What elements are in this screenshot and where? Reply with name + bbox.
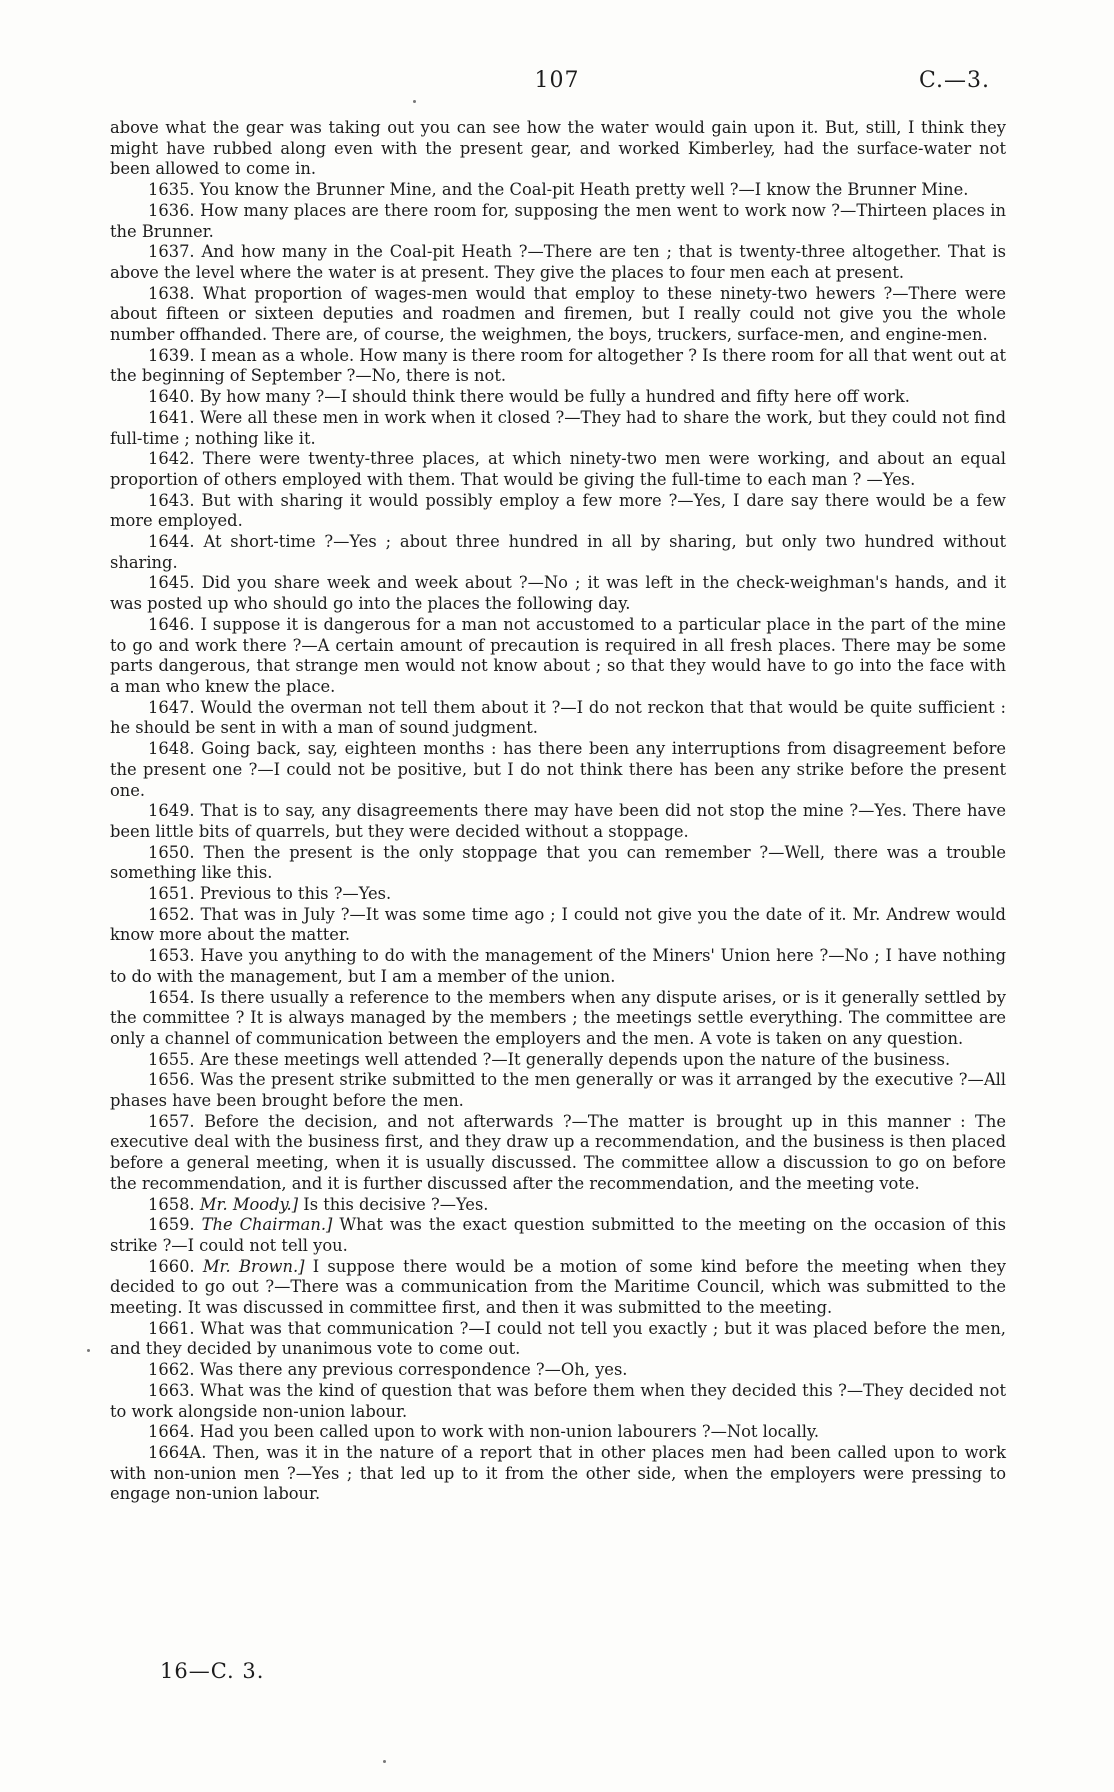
- question-number: 1638.: [148, 283, 195, 303]
- question-number: 1641.: [148, 407, 195, 427]
- question-number: 1661.: [148, 1318, 195, 1338]
- question-entry: [110, 905, 1006, 946]
- question-number: 1642.: [148, 449, 195, 469]
- question-entry: [110, 449, 1006, 490]
- question-entry: [110, 1050, 1006, 1071]
- question-text: You know the Brunner Mine, and the Coal-pit Heath pretty well ?—I know the Brunner Mine.: [199, 180, 969, 200]
- question-text: At short-time ?—Yes ; about three hundred in all by sharing, but only two hundred without sharing.: [110, 532, 1006, 572]
- question-number: 1659.: [148, 1215, 195, 1235]
- question-text: Then the present is the only stoppage that you can remember ?—Well, there was a trouble something like this.: [110, 842, 1006, 883]
- question-entry: [110, 615, 1006, 698]
- question-entry: [110, 1215, 1006, 1256]
- question-number: 1649.: [148, 801, 195, 821]
- continued-paragraph: above what the gear was taking out you can see how the water would gain upon it. But, still, I think they might have rubbed along even with the present gear, and worked Kimberley, had the surface-water not been allowed to come in.: [110, 118, 1006, 179]
- question-list: [110, 180, 1006, 1505]
- question-entry: [110, 884, 1006, 905]
- question-number: 1655.: [148, 1049, 195, 1069]
- question-entry: [110, 1360, 1006, 1381]
- question-text: Was the present strike submitted to the men generally or was it arranged by the executive ?—All phases have been brought before the men.: [110, 1070, 1006, 1111]
- printer-signature: 16—C. 3.: [160, 1659, 265, 1683]
- question-number: 1647.: [148, 697, 195, 717]
- question-text: What was that communication ?—I could not tell you exactly ; but it was placed before the men, and they decided by unanimous vote to come out.: [110, 1318, 1006, 1359]
- question-number: 1644.: [148, 532, 195, 552]
- question-text: Had you been called upon to work with non-union labourers ?—Not locally.: [199, 1422, 820, 1442]
- question-entry: [110, 1443, 1006, 1505]
- question-entry: [110, 1070, 1006, 1111]
- question-text: Have you anything to do with the management of the Miners' Union here ?—No ; I have nothing to do with the management, but I am a member of the union.: [110, 946, 1006, 986]
- speaker-name: The Chairman.]: [201, 1215, 333, 1235]
- question-text: Before the decision, and not afterwards ?—The matter is brought up in this manner : The executive deal with the business first, and they draw up a recommendation, and the business is then placed before a general meeting, when it is usually discussed. The committee allow a discussion to go on before the recommendation, and it is further discussed after the recommendation, and the meeting vote.: [110, 1111, 1006, 1193]
- question-number: 1660.: [148, 1256, 195, 1276]
- question-entry: [110, 1112, 1006, 1195]
- question-entry: [110, 739, 1006, 801]
- question-text: How many places are there room for, supposing the men went to work now ?—Thirteen places in the Brunner.: [110, 200, 1006, 241]
- question-text: I suppose there would be a motion of some kind before the meeting when they decided to go out ?—There was a communication from the Maritime Council, which was submitted to the meeting. It was discussed in committee first, and then it was submitted to the meeting.: [110, 1256, 1006, 1318]
- question-entry: [110, 242, 1006, 283]
- question-text: And how many in the Coal-pit Heath ?—There are ten ; that is twenty-three altogether. That is above the level where the water is at present. They give the places to four men each at present.: [110, 242, 1006, 282]
- question-number: 1662.: [148, 1360, 195, 1380]
- question-number: 1664A.: [148, 1443, 207, 1462]
- question-entry: [110, 532, 1006, 573]
- speaker-name: Mr. Moody.]: [199, 1194, 299, 1214]
- question-entry: [110, 1422, 1006, 1443]
- question-entry: [110, 1257, 1006, 1319]
- question-text: What proportion of wages-men would that employ to these ninety-two hewers ?—There were about fifteen or sixteen deputies and roadmen and firemen, but I really could not give you the whole number offhanded. There are, of course, the weighmen, the boys, truckers, surface-men, and engine-men.: [110, 283, 1006, 345]
- question-entry: [110, 1195, 1006, 1216]
- question-number: 1654.: [148, 987, 195, 1007]
- question-text: What was the kind of question that was before them when they decided this ?—They decided not to work alongside non-union labour.: [110, 1380, 1006, 1421]
- question-text: That is to say, any disagreements there may have been did not stop the mine ?—Yes. There have been little bits of quarrels, but they were decided without a stoppage.: [110, 801, 1006, 841]
- print-speck: [413, 100, 416, 103]
- question-number: 1648.: [148, 739, 195, 759]
- question-text: Previous to this ?—Yes.: [199, 884, 392, 904]
- question-entry: [110, 387, 1006, 408]
- question-text: There were twenty-three places, at which ninety-two men were working, and about an equal proportion of others employed with them. That would be giving the full-time to each man ? —Yes.: [110, 449, 1006, 489]
- question-number: 1645.: [148, 573, 195, 593]
- question-entry: [110, 988, 1006, 1050]
- question-entry: [110, 491, 1006, 532]
- question-entry: [110, 698, 1006, 739]
- question-text: I suppose it is dangerous for a man not accustomed to a particular place in the part of the mine to go and work there ?—A certain amount of precaution is required in all fresh places. There may be some parts dangerous, that strange men would not know about ; so that they would have to go into the face with a man who knew the place.: [110, 614, 1006, 696]
- question-number: 1635.: [148, 180, 195, 200]
- question-entry: [110, 201, 1006, 242]
- question-text: Was there any previous correspondence ?—Oh, yes.: [199, 1360, 628, 1380]
- question-entry: [110, 284, 1006, 346]
- question-entry: [110, 1381, 1006, 1422]
- question-entry: [110, 843, 1006, 884]
- question-text: Would the overman not tell them about it ?—I do not reckon that that would be quite sufficient : he should be sent in with a man of sound judgment.: [110, 697, 1006, 738]
- question-text: Are these meetings well attended ?—It generally depends upon the nature of the business.: [199, 1049, 951, 1069]
- question-text: Is there usually a reference to the members when any dispute arises, or is it generally settled by the committee ? It is always managed by the members ; the meetings settle everything. The committee are only a channel of communication between the employers and the men. A vote is taken on any question.: [110, 987, 1007, 1048]
- question-number: 1650.: [148, 842, 195, 862]
- question-text: Did you share week and week about ?—No ; it was left in the check-weighman's hands, and it was posted up who should go into the places the following day.: [110, 573, 1006, 614]
- evidence-transcript: [110, 118, 1006, 1505]
- print-speck: [87, 1349, 90, 1352]
- question-number: 1646.: [148, 614, 195, 634]
- question-text: That was in July ?—It was some time ago ; I could not give you the date of it. Mr. Andrew would know more about the matter.: [110, 904, 1006, 945]
- question-entry: [110, 180, 1006, 201]
- question-number: 1663.: [148, 1380, 195, 1400]
- question-text: Going back, say, eighteen months : has there been any interruptions from disagreement before the present one ?—I could not be positive, but I do not think there has been any strike before the present one.: [110, 739, 1006, 800]
- question-number: 1658.: [148, 1194, 195, 1214]
- question-number: 1651.: [148, 884, 195, 904]
- question-number: 1657.: [148, 1111, 195, 1131]
- question-text: Then, was it in the nature of a report that in other places men had been called upon to work with non-union men ?—Yes ; that led up to it from the other side, when the employers were pressing to engage non-union labour.: [110, 1443, 1006, 1504]
- page-header: [0, 68, 1114, 98]
- question-entry: [110, 573, 1006, 614]
- question-number: 1639.: [148, 345, 195, 365]
- question-entry: [110, 346, 1006, 387]
- question-text: I mean as a whole. How many is there room for altogether ? Is there room for all that went out at the beginning of September ?—No, there is not.: [110, 345, 1006, 386]
- question-text: But with sharing it would possibly employ a few more ?—Yes, I dare say there would be a few more employed.: [110, 490, 1006, 531]
- question-entry: [110, 801, 1006, 842]
- question-entry: [110, 408, 1006, 449]
- question-number: 1636.: [148, 200, 195, 220]
- speaker-name: Mr. Brown.]: [202, 1256, 305, 1276]
- question-text: By how many ?—I should think there would be fully a hundred and fifty here off work.: [199, 387, 910, 407]
- question-number: 1643.: [148, 490, 195, 510]
- question-text: Were all these men in work when it closed ?—They had to share the work, but they could not find full-time ; nothing like it.: [110, 407, 1006, 448]
- question-number: 1664.: [148, 1422, 195, 1442]
- question-entry: [110, 1319, 1006, 1360]
- question-entry: [110, 946, 1006, 987]
- page-number: 107: [534, 68, 580, 93]
- question-text: Is this decisive ?—Yes.: [303, 1194, 489, 1214]
- print-speck: [383, 1760, 386, 1763]
- question-text: What was the exact question submitted to the meeting on the occasion of this strike ?—I could not tell you.: [110, 1215, 1006, 1255]
- question-number: 1653.: [148, 946, 195, 966]
- question-number: 1656.: [148, 1070, 195, 1090]
- question-number: 1640.: [148, 387, 195, 407]
- question-number: 1637.: [148, 242, 195, 262]
- question-number: 1652.: [148, 904, 195, 924]
- document-reference: C.—3.: [918, 68, 990, 93]
